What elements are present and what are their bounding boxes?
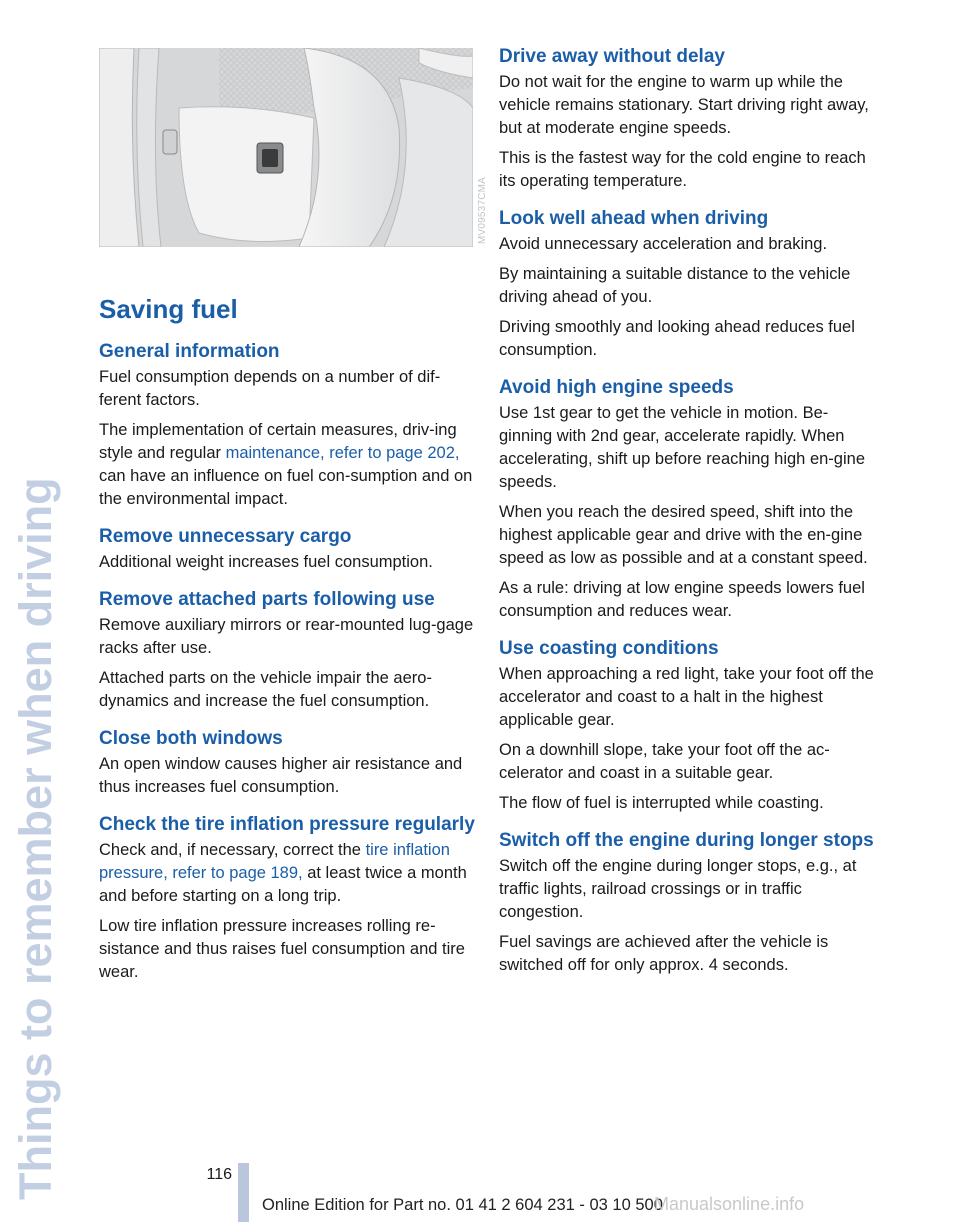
section-title: Saving fuel [99,294,238,324]
car-interior-illustration [99,48,473,247]
heading-drive-away: Drive away without delay [499,46,725,67]
tire-pressure-page-link[interactable]: tire inflation pressure, refer to page 189, [99,841,450,882]
paragraph: Use 1st gear to get the vehicle in motion. Be‐ginning with 2nd gear, accelerate rapidly. When accelerating, shift up before reaching high en‐gine speeds. [499,404,865,491]
footer-edition-text: Online Edition for Part no. 01 41 2 604 231 - 03 10 500 [262,1196,663,1214]
paragraph: When approaching a red light, take your foot off the accelerator and coast to a halt in the highest applicable gear. [499,665,874,729]
paragraph: Check and, if necessary, correct the tire inflation pressure, refer to page 189, at least twice a month and before starting on a long trip. [99,841,467,905]
paragraph: By maintaining a suitable distance to the vehicle driving ahead of you. [499,265,851,306]
heading-switch-off-engine: Switch off the engine during longer stops [499,830,874,851]
paragraph: Fuel consumption depends on a number of dif‐ferent factors. [99,368,441,409]
image-reference-code: MV09537CMA [477,176,488,244]
car-interior-photo [99,48,473,247]
paragraph: Do not wait for the engine to warm up while the vehicle remains stationary. Start driving right away, but at moderate engine speeds. [499,73,869,137]
side-section-title: Things to remember when driving [10,477,61,1200]
paragraph: Avoid unnecessary acceleration and braking. [499,235,828,253]
heading-remove-cargo: Remove unnecessary cargo [99,526,352,547]
paragraph: Additional weight increases fuel consumption. [99,553,433,571]
heading-coasting: Use coasting conditions [499,638,719,659]
page-number: 116 [206,1166,232,1183]
paragraph: As a rule: driving at low engine speeds lowers fuel consumption and reduces wear. [499,579,865,620]
heading-tire-pressure: Check the tire inflation pressure regularly [99,814,475,835]
paragraph: The flow of fuel is interrupted while coasting. [499,794,824,812]
heading-high-engine-speeds: Avoid high engine speeds [499,377,734,398]
right-column [499,45,877,984]
paragraph: When you reach the desired speed, shift into the highest applicable gear and drive with the en‐gine speed as low as possible and at a constant speed. [499,503,868,567]
paragraph: Driving smoothly and looking ahead reduces fuel consumption. [499,318,855,359]
paragraph: Low tire inflation pressure increases rolling re‐sistance and thus raises fuel consumption and tire wear. [99,917,465,981]
footer-accent-bar [238,1163,249,1222]
paragraph: This is the fastest way for the cold engine to reach its operating temperature. [499,149,866,190]
heading-remove-attached-parts: Remove attached parts following use [99,589,435,610]
heading-close-windows: Close both windows [99,728,283,749]
heading-look-ahead: Look well ahead when driving [499,208,769,229]
maintenance-page-link[interactable]: maintenance, refer to page 202, [225,444,460,462]
left-column [99,292,475,991]
watermark: Manualsonline.info [654,1194,805,1214]
heading-general-information: General information [99,341,280,362]
paragraph: On a downhill slope, take your foot off the ac‐celerator and coast in a suitable gear. [499,741,830,782]
paragraph: Attached parts on the vehicle impair the aero‐dynamics and increase the fuel consumption. [99,669,432,710]
paragraph: Remove auxiliary mirrors or rear-mounted lug‐gage racks after use. [99,616,474,657]
paragraph: The implementation of certain measures, driv‐ing style and regular maintenance, refer to page 202, can have an influence on fuel con‐sumption and on the environmental impact. [99,421,473,508]
paragraph: Fuel savings are achieved after the vehicle is switched off for only approx. 4 seconds. [499,933,829,974]
paragraph: An open window causes higher air resistance and thus increases fuel consumption. [99,755,463,796]
paragraph: Switch off the engine during longer stops, e.g., at traffic lights, railroad crossings or in traffic congestion. [499,857,857,921]
